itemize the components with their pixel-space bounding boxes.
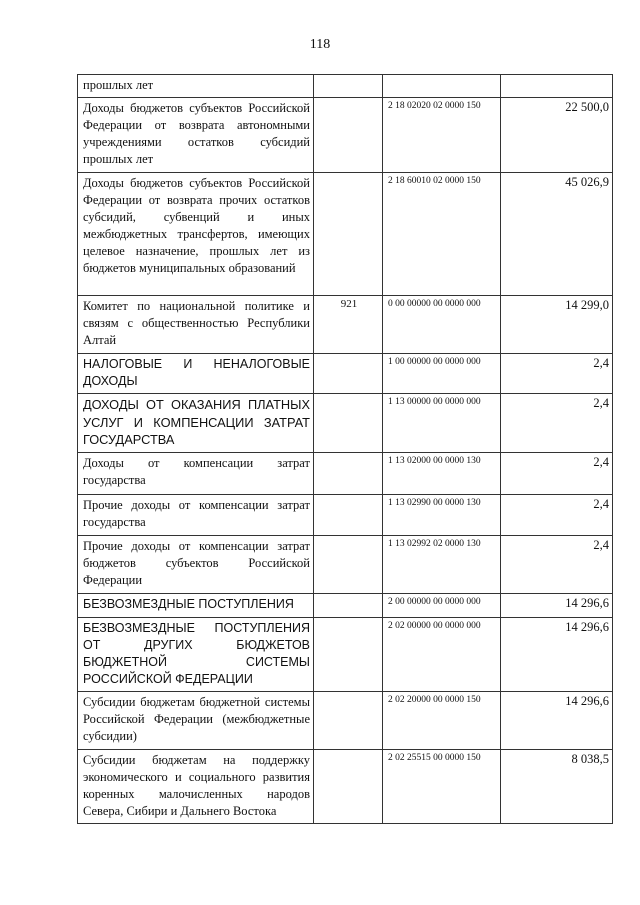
row-amount: 2,4: [501, 495, 613, 536]
row-admin-code: [314, 692, 383, 750]
row-name: Доходы бюджетов субъектов Российской Федерации от возврата прочих остатков субсидий, субвенций и иных межбюджетных трансфертов, имеющих целевое назначение, прошлых лет из бюджетов муниципальных образований: [78, 173, 314, 296]
table-row: [78, 536, 613, 594]
table-row: [78, 296, 613, 354]
row-admin-code: [314, 394, 383, 453]
row-name: Субсидии бюджетам бюджетной системы Российской Федерации (межбюджетные субсидии): [78, 692, 314, 750]
table-row: [78, 594, 613, 618]
row-name: Прочие доходы от компенсации затрат государства: [78, 495, 314, 536]
row-admin-code: [314, 618, 383, 692]
row-amount: 2,4: [501, 536, 613, 594]
row-name: БЕЗВОЗМЕЗДНЫЕ ПОСТУПЛЕНИЯ: [78, 594, 314, 618]
row-name: прошлых лет: [78, 75, 314, 98]
table-row: [78, 75, 613, 98]
row-amount: 22 500,0: [501, 98, 613, 173]
row-name: ДОХОДЫ ОТ ОКАЗАНИЯ ПЛАТНЫХ УСЛУГ И КОМПЕНСАЦИИ ЗАТРАТ ГОСУДАРСТВА: [78, 394, 314, 453]
row-name: Доходы от компенсации затрат государства: [78, 453, 314, 495]
row-budget-code: 2 18 02020 02 0000 150: [383, 98, 501, 173]
row-budget-code: [383, 75, 501, 98]
row-name: БЕЗВОЗМЕЗДНЫЕ ПОСТУПЛЕНИЯ ОТ ДРУГИХ БЮДЖЕТОВ БЮДЖЕТНОЙ СИСТЕМЫ РОССИЙСКОЙ ФЕДЕРАЦИИ: [78, 618, 314, 692]
row-admin-code: [314, 75, 383, 98]
row-budget-code: 1 13 02992 02 0000 130: [383, 536, 501, 594]
row-admin-code: [314, 750, 383, 824]
row-name: НАЛОГОВЫЕ И НЕНАЛОГОВЫЕ ДОХОДЫ: [78, 354, 314, 394]
row-admin-code: [314, 495, 383, 536]
row-amount: 45 026,9: [501, 173, 613, 296]
page-number: 118: [309, 37, 331, 52]
row-admin-code: [314, 594, 383, 618]
row-admin-code: [314, 536, 383, 594]
row-budget-code: 1 00 00000 00 0000 000: [383, 354, 501, 394]
row-name: Прочие доходы от компенсации затрат бюджетов субъектов Российской Федерации: [78, 536, 314, 594]
row-amount: 8 038,5: [501, 750, 613, 824]
table-row: [78, 692, 613, 750]
row-admin-code: [314, 354, 383, 394]
table-row: [78, 98, 613, 173]
row-budget-code: 1 13 02000 00 0000 130: [383, 453, 501, 495]
row-name: Доходы бюджетов субъектов Российской Федерации от возврата автономными учреждениями остатков субсидий прошлых лет: [78, 98, 314, 173]
table-row: [78, 453, 613, 495]
row-budget-code: 1 13 02990 00 0000 130: [383, 495, 501, 536]
row-amount: [501, 75, 613, 98]
row-amount: 2,4: [501, 394, 613, 453]
table-row: [78, 394, 613, 453]
row-budget-code: 2 02 25515 00 0000 150: [383, 750, 501, 824]
row-budget-code: 2 02 20000 00 0000 150: [383, 692, 501, 750]
row-name: Субсидии бюджетам на поддержку экономического и социального развития коренных малочисленных народов Севера, Сибири и Дальнего Востока: [78, 750, 314, 824]
row-amount: 14 299,0: [501, 296, 613, 354]
row-admin-code: [314, 98, 383, 173]
revenue-table: [77, 74, 613, 824]
row-amount: 2,4: [501, 453, 613, 495]
row-admin-code: [314, 453, 383, 495]
table-row: [78, 750, 613, 824]
table-row: [78, 173, 613, 296]
row-budget-code: 2 18 60010 02 0000 150: [383, 173, 501, 296]
row-admin-code: 921: [314, 296, 383, 354]
row-amount: 14 296,6: [501, 594, 613, 618]
row-amount: 2,4: [501, 354, 613, 394]
row-amount: 14 296,6: [501, 618, 613, 692]
row-budget-code: 2 02 00000 00 0000 000: [383, 618, 501, 692]
row-admin-code: [314, 173, 383, 296]
row-budget-code: 0 00 00000 00 0000 000: [383, 296, 501, 354]
row-budget-code: 2 00 00000 00 0000 000: [383, 594, 501, 618]
row-amount: 14 296,6: [501, 692, 613, 750]
row-budget-code: 1 13 00000 00 0000 000: [383, 394, 501, 453]
row-name: Комитет по национальной политике и связям с общественностью Республики Алтай: [78, 296, 314, 354]
table-row: [78, 354, 613, 394]
table-row: [78, 618, 613, 692]
table-row: [78, 495, 613, 536]
